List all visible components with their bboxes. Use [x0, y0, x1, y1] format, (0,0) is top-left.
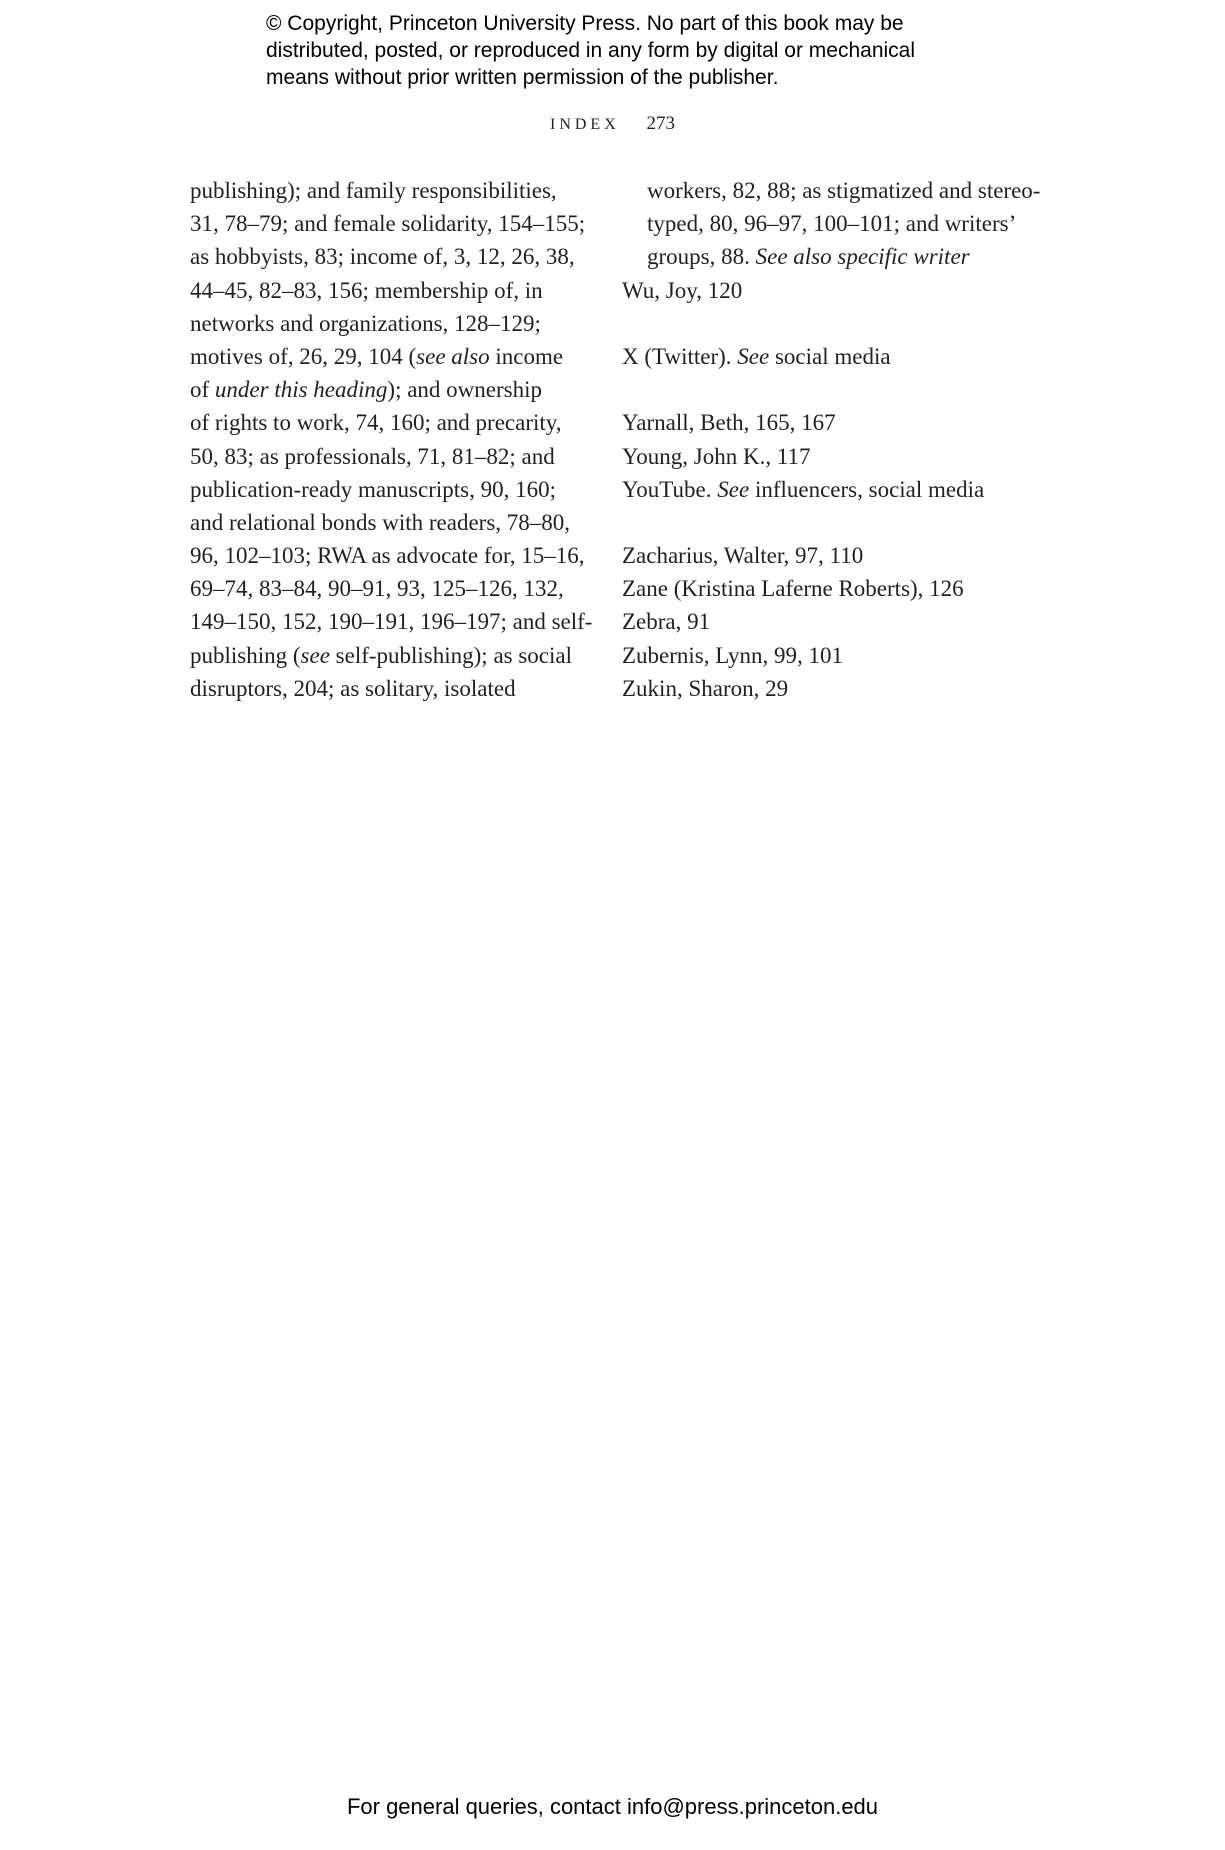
- running-head: [0, 113, 1225, 135]
- index-entry-line: [190, 473, 600, 506]
- index-text: 96, 102–103; RWA as advocate for, 15–16,: [190, 543, 585, 569]
- index-italic-text: under this heading: [214, 377, 388, 403]
- index-entry-line: [622, 473, 1042, 506]
- page-number: 273: [646, 113, 675, 134]
- index-entry-line: [190, 572, 600, 605]
- index-entry-line: [622, 240, 1042, 273]
- index-text: 44–45, 82–83, 156; membership of, in: [190, 277, 543, 303]
- index-text: income: [489, 343, 564, 369]
- copyright-notice: [266, 10, 1026, 91]
- copyright-line: © Copyright, Princeton University Press. No part of this book may be: [266, 12, 904, 35]
- index-entry-line: [190, 672, 600, 705]
- index-text: Zebra, 91: [622, 609, 711, 635]
- index-text: influencers, social media: [749, 476, 985, 502]
- footer-contact: For general queries, contact info@press.princeton.edu: [346, 1794, 879, 1819]
- index-entry-line: [622, 440, 1042, 473]
- index-text: 69–74, 83–84, 90–91, 93, 125–126, 132,: [190, 576, 564, 602]
- index-entry-line: [190, 406, 600, 439]
- index-entry-line: [622, 406, 1042, 439]
- index-text: groups, 88.: [647, 244, 756, 270]
- index-letter-gap: [622, 506, 1042, 539]
- index-text: and relational bonds with readers, 78–80,: [190, 509, 571, 535]
- index-text: ); and ownership: [387, 377, 542, 403]
- index-text: Zukin, Sharon, 29: [622, 675, 789, 701]
- index-entry-line: [190, 307, 600, 340]
- index-entry-line: [622, 340, 1042, 373]
- index-text: as hobbyists, 83; income of, 3, 12, 26, 38,: [190, 244, 575, 270]
- index-entry-line: [622, 672, 1042, 705]
- index-text: Yarnall, Beth, 165, 167: [622, 410, 836, 436]
- index-letter-gap: [622, 307, 1042, 340]
- index-text: Wu, Joy, 120: [622, 277, 743, 303]
- index-italic-text: See: [717, 476, 750, 502]
- index-text: Zubernis, Lynn, 99, 101: [622, 642, 844, 668]
- index-entry-line: [190, 440, 600, 473]
- index-text: workers, 82, 88; as stigmatized and stereo-: [647, 178, 1041, 203]
- index-entry-line: [622, 605, 1042, 638]
- index-entry-line: [190, 340, 600, 373]
- index-text: motives of, 26, 29, 104 (: [190, 343, 417, 369]
- index-entry-line: [190, 274, 600, 307]
- index-entry-line: [190, 605, 600, 638]
- copyright-line: means without prior written permission of the publisher.: [266, 66, 779, 89]
- index-text: 50, 83; as professionals, 71, 81–82; and: [190, 443, 555, 469]
- index-italic-text: see also: [416, 343, 490, 369]
- index-letter-gap: [622, 373, 1042, 406]
- index-entry-line: [190, 539, 600, 572]
- index-text: networks and organizations, 128–129;: [190, 310, 541, 336]
- index-text: publishing (: [190, 642, 301, 668]
- index-text: 149–150, 152, 190–191, 196–197; and self-: [190, 609, 593, 635]
- index-text: self-publishing); as social: [329, 642, 573, 668]
- index-text: Zane (Kristina Laferne Roberts), 126: [622, 576, 964, 602]
- index-text: typed, 80, 96–97, 100–101; and writers’: [647, 211, 1017, 237]
- running-head-label: INDEX: [549, 116, 620, 133]
- index-italic-text: See also specific writer: [755, 244, 970, 270]
- index-text: social media: [769, 343, 891, 369]
- index-text: YouTube.: [622, 476, 718, 502]
- index-text: Zacharius, Walter, 97, 110: [622, 543, 864, 569]
- index-entry-line: [190, 207, 600, 240]
- index-text: publication-ready manuscripts, 90, 160;: [190, 476, 557, 502]
- index-entry-line: [190, 373, 600, 406]
- index-entry-line: [622, 572, 1042, 605]
- index-entry-line: [190, 639, 600, 672]
- index-entry-line: [190, 240, 600, 273]
- index-text: Young, John K., 117: [622, 443, 811, 469]
- index-column-right: [622, 174, 1042, 705]
- index-text: disruptors, 204; as solitary, isolated: [190, 675, 516, 701]
- index-italic-text: see: [300, 642, 330, 668]
- index-text: of: [190, 377, 215, 403]
- index-text: X (Twitter).: [622, 343, 738, 369]
- copyright-line: distributed, posted, or reproduced in any form by digital or mechanical: [266, 39, 916, 62]
- index-entry-line: [622, 539, 1042, 572]
- index-text: of rights to work, 74, 160; and precarity,: [190, 410, 562, 436]
- index-entry-line: [622, 274, 1042, 307]
- index-entry-line: [622, 207, 1042, 240]
- index-entry-line: [622, 639, 1042, 672]
- index-column-left: [190, 174, 600, 705]
- index-text: 31, 78–79; and female solidarity, 154–155;: [190, 211, 586, 237]
- index-italic-text: See: [737, 343, 770, 369]
- index-entry-line: [190, 174, 600, 207]
- index-entry-line: [190, 506, 600, 539]
- index-entry-line: [622, 174, 1042, 207]
- index-text: publishing); and family responsibilities,: [190, 178, 557, 203]
